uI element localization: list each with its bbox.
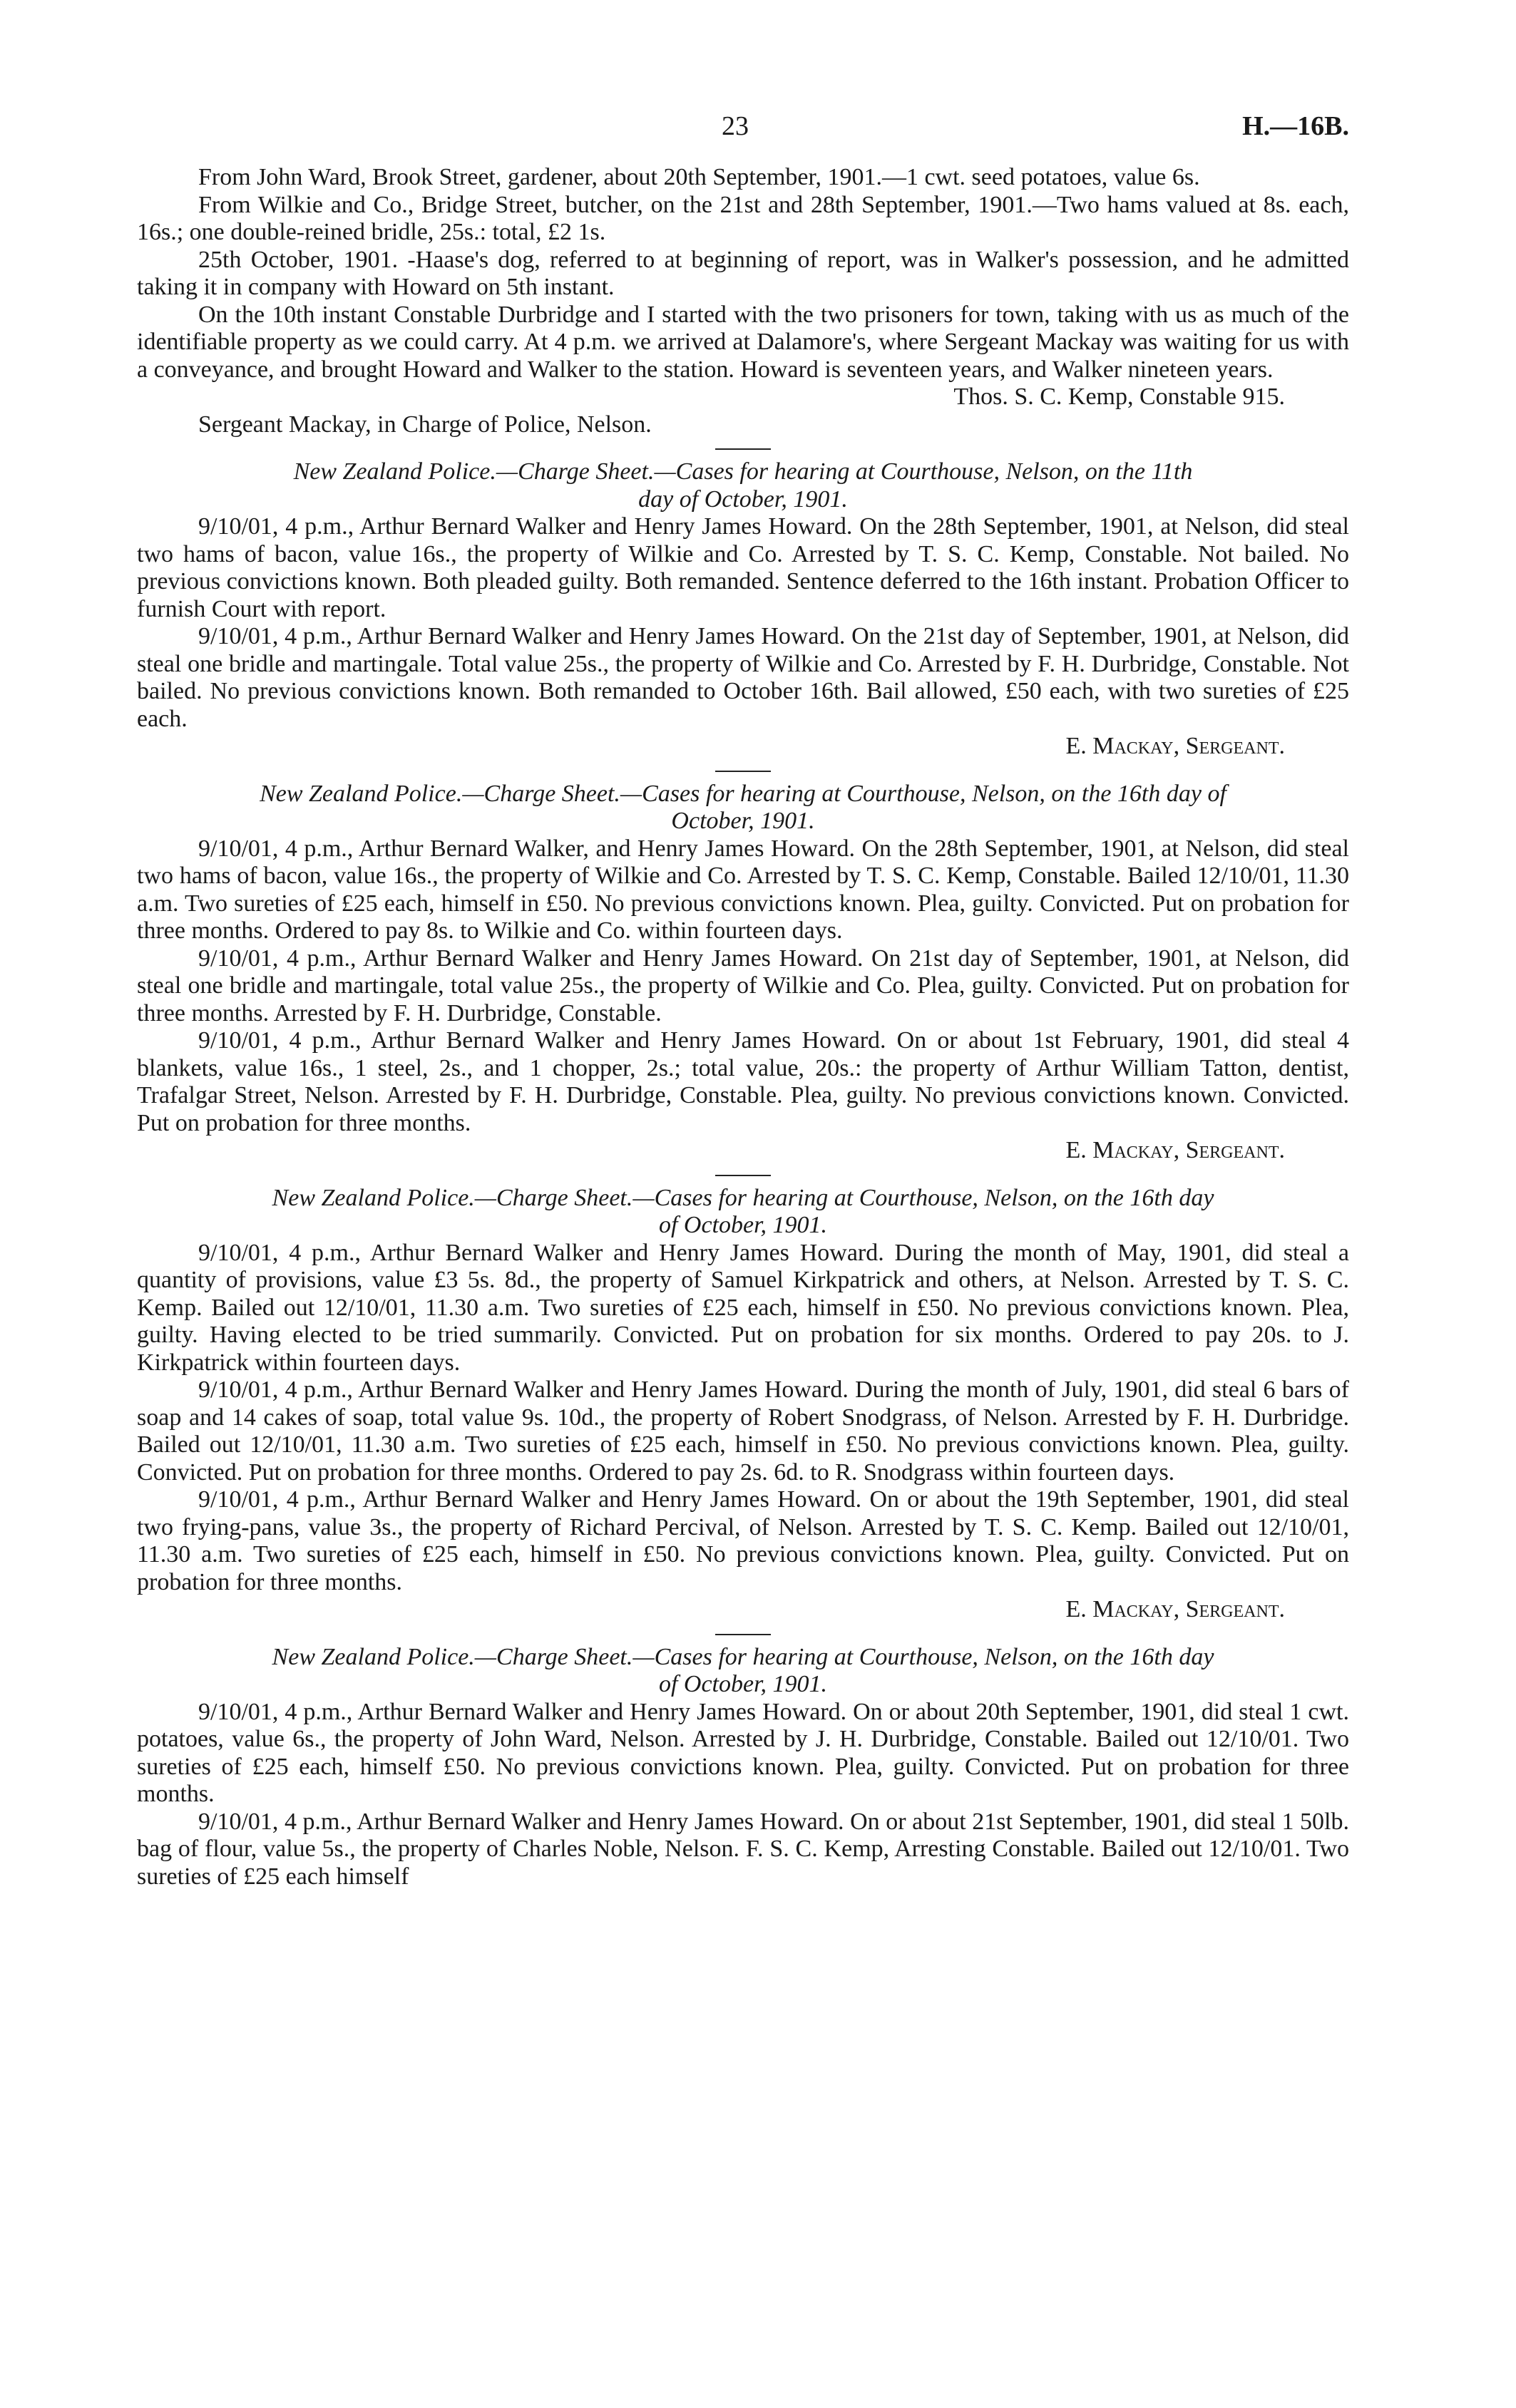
charge-entry: 9/10/01, 4 p.m., Arthur Bernard Walker and Henry James Howard. On or about 21st September, 1901, did steal 1 50lb. bag of flour, value 5s., the property of Charles Noble, Nelson. F. S. C. Kemp, Arresting Constable. Bailed out 12/10/01. Two sureties of £25 each himself <box>137 1808 1349 1890</box>
paper-reference: H.—16B. <box>1242 111 1349 141</box>
report-intro <box>137 164 1349 438</box>
charge-sheet-date: of October, 1901. <box>658 1671 828 1697</box>
report-signature: Thos. S. C. Kemp, Constable 915. <box>953 384 1285 410</box>
charge-entry: 9/10/01, 4 p.m., Arthur Bernard Walker and Henry James Howard. On or about 20th September, 1901, did steal 1 cwt. potatoes, value 6s., the property of John Ward, Nelson. Arrested by J. H. Durbridge, Constable. Bailed out 12/10/01. Two sureties of £25 each, himself £50. No previous convictions known. Plea, guilty. Convicted. Put on probation for three months. <box>137 1698 1349 1807</box>
charge-entry: 9/10/01, 4 p.m., Arthur Bernard Walker and Henry James Howard. On the 28th September, 1901, at Nelson, did steal two hams of bacon, value 16s., the property of Wilkie and Co. Arrested by T. S. C. Kemp, Constable. Not bailed. No previous convictions known. Both pleaded guilty. Both remanded. Sentence deferred to the 16th instant. Probation Officer to furnish Court with report. <box>137 513 1349 622</box>
charge-sheet-heading <box>137 458 1349 513</box>
charge-sheet-date: day of October, 1901. <box>638 485 848 513</box>
section-divider <box>715 771 771 772</box>
charge-sheet-heading <box>137 1644 1349 1699</box>
charge-sheet-title: New Zealand Police.—Charge Sheet.—Cases for hearing at Courthouse, Nelson, on the 16th day <box>272 1184 1214 1211</box>
charge-sheet <box>137 1185 1349 1624</box>
charge-sheet <box>137 781 1349 1165</box>
charge-sheet-title: New Zealand Police.—Charge Sheet.—Cases for hearing at Courthouse, Nelson, on the 16th day <box>272 1643 1214 1670</box>
charge-sheet-heading <box>137 781 1349 835</box>
charge-sheet-title: New Zealand Police.—Charge Sheet.—Cases for hearing at Courthouse, Nelson, on the 11th <box>293 458 1193 485</box>
charge-sheet-signature: E. Mackay, Sergeant. <box>1065 1137 1285 1163</box>
section-divider <box>715 448 771 450</box>
section-divider <box>715 1634 771 1635</box>
charge-sheet-signature: E. Mackay, Sergeant. <box>1065 1596 1285 1622</box>
charge-entry: 9/10/01, 4 p.m., Arthur Bernard Walker and Henry James Howard. On or about 1st February, 1901, did steal 4 blankets, value 16s., 1 steel, 2s., and 1 chopper, 2s.; total value, 20s.: the property of Arthur William Tatton, dentist, Trafalgar Street, Nelson. Arrested by F. H. Durbridge, Constable. Plea, guilty. No previous convictions known. Convicted. Put on probation for three months. <box>137 1027 1349 1136</box>
report-paragraph: From Wilkie and Co., Bridge Street, butcher, on the 21st and 28th September, 1901.—Two hams valued at 8s. each, 16s.; one double-reined bridle, 25s.: total, £2 1s. <box>137 191 1349 245</box>
charge-sheet-date: of October, 1901. <box>658 1212 828 1238</box>
page-header <box>137 107 1349 164</box>
report-paragraph: On the 10th instant Constable Durbridge and I started with the two prisoners for town, taking with us as much of the identifiable property as we could carry. At 4 p.m. we arrived at Dalamore's, where Sergeant Mackay was waiting for us with a conveyance, and brought Howard and Walker to the station. Howard is seventeen years, and Walker nineteen years. <box>137 301 1349 383</box>
section-divider <box>715 1175 771 1176</box>
charge-sheet-heading <box>137 1185 1349 1240</box>
charge-sheet <box>137 1644 1349 1891</box>
report-addressee: Sergeant Mackay, in Charge of Police, Nelson. <box>198 411 652 438</box>
report-paragraph: 25th October, 1901. -Haase's dog, referred to at beginning of report, was in Walker's possession, and he admitted taking it in company with Howard on 5th instant. <box>137 246 1349 300</box>
page-number: 23 <box>722 111 749 141</box>
charge-entry: 9/10/01, 4 p.m., Arthur Bernard Walker and Henry James Howard. During the month of May, 1901, did steal a quantity of provisions, value £3 5s. 8d., the property of Samuel Kirkpatrick and others, at Nelson. Arrested by T. S. C. Kemp. Bailed out 12/10/01, 11.30 a.m. Two sureties of £25 each, himself in £50. No previous convictions known. Plea, guilty. Having elected to be tried summarily. Convicted. Put on probation for six months. Ordered to pay 20s. to J. Kirkpatrick within fourteen days. <box>137 1239 1349 1376</box>
charge-entry: 9/10/01, 4 p.m., Arthur Bernard Walker, and Henry James Howard. On the 28th September, 1901, at Nelson, did steal two hams of bacon, value 16s., the property of Wilkie and Co. Arrested by T. S. C. Kemp, Constable. Bailed 12/10/01, 11.30 a.m. Two sureties of £25 each, himself in £50. No previous convictions known. Plea, guilty. Convicted. Put on probation for three months. Ordered to pay 8s. to Wilkie and Co. within fourteen days. <box>137 835 1349 944</box>
text-column <box>137 107 1349 1890</box>
charge-sheet-title: New Zealand Police.—Charge Sheet.—Cases for hearing at Courthouse, Nelson, on the 16th day of <box>260 780 1226 807</box>
charge-entry: 9/10/01, 4 p.m., Arthur Bernard Walker and Henry James Howard. On or about the 19th September, 1901, did steal two frying-pans, value 3s., the property of Richard Percival, of Nelson. Arrested by T. S. C. Kemp. Bailed out 12/10/01, 11.30 a.m. Two sureties of £25 each, himself in £50. No previous convictions known. Plea, guilty. Convicted. Put on probation for three months. <box>137 1486 1349 1595</box>
charge-entry: 9/10/01, 4 p.m., Arthur Bernard Walker and Henry James Howard. During the month of July, 1901, did steal 6 bars of soap and 14 cakes of soap, total value 9s. 10d., the property of Robert Snodgrass, of Nelson. Arrested by F. H. Durbridge. Bailed out 12/10/01, 11.30 a.m. Two sureties of £25 each, himself in £50. No previous convictions known. Plea, guilty. Convicted. Put on probation for three months. Ordered to pay 2s. 6d. to R. Snodgrass within fourteen days. <box>137 1377 1349 1486</box>
charge-sheet-date: October, 1901. <box>671 808 815 834</box>
charge-sheet-signature: E. Mackay, Sergeant. <box>1065 733 1285 759</box>
charge-entry: 9/10/01, 4 p.m., Arthur Bernard Walker and Henry James Howard. On the 21st day of September, 1901, at Nelson, did steal one bridle and martingale. Total value 25s., the property of Wilkie and Co. Arrested by F. H. Durbridge, Constable. Not bailed. No previous convictions known. Both remanded to October 16th. Bail allowed, £50 each, with two sureties of £25 each. <box>137 623 1349 732</box>
charge-sheet <box>137 458 1349 761</box>
charge-entry: 9/10/01, 4 p.m., Arthur Bernard Walker and Henry James Howard. On 21st day of September, 1901, at Nelson, did steal one bridle and martingale, total value 25s., the property of Wilkie and Co. Plea, guilty. Convicted. Put on probation for three months. Arrested by F. H. Durbridge, Constable. <box>137 945 1349 1027</box>
report-paragraph: From John Ward, Brook Street, gardener, about 20th September, 1901.—1 cwt. seed potatoes, value 6s. <box>198 164 1200 190</box>
